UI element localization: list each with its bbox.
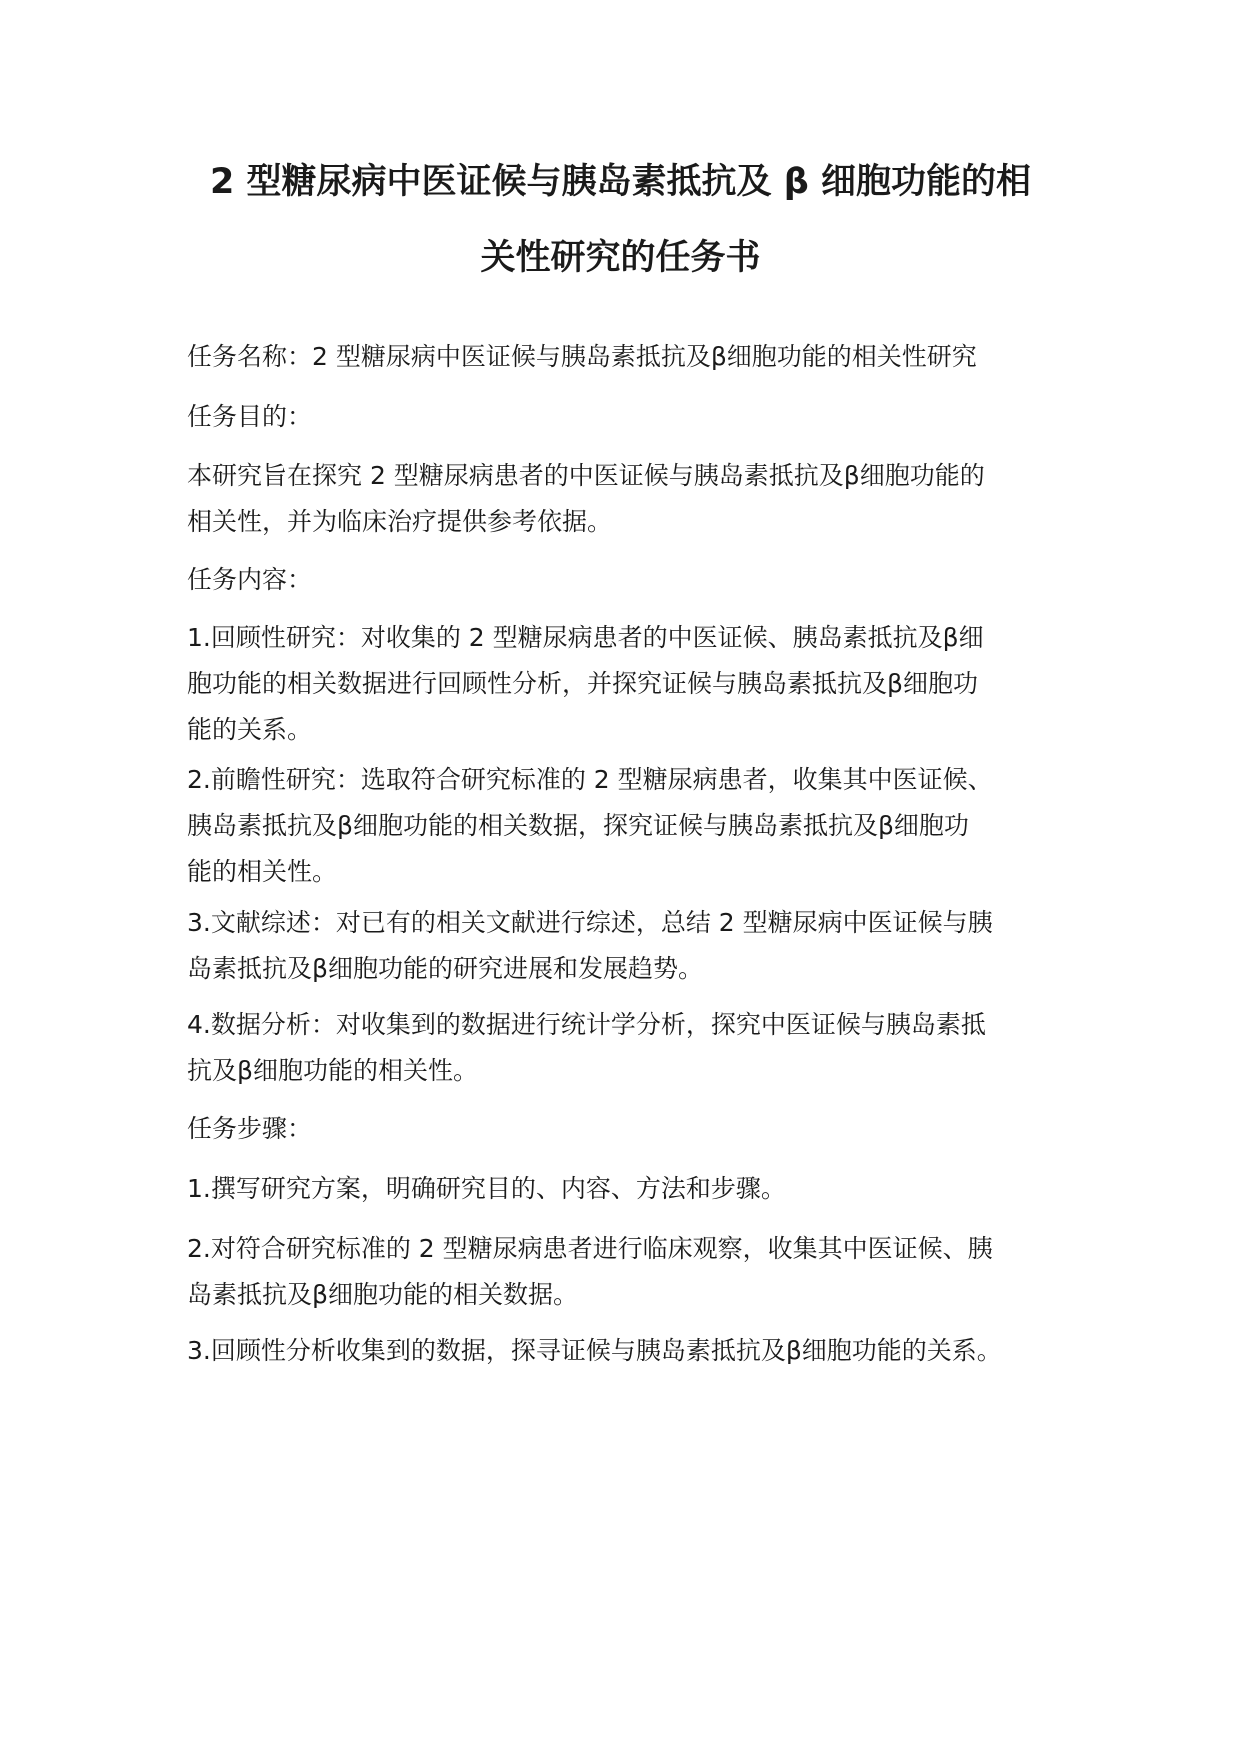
content-item-4-line-2: 抗及β细胞功能的相关性。 bbox=[187, 1056, 478, 1085]
content-item-1-line-2: 胞功能的相关数据进行回顾性分析，并探究证候与胰岛素抵抗及β细胞功 bbox=[187, 669, 978, 698]
content-item-1 bbox=[187, 615, 1087, 753]
content-item-4 bbox=[187, 1002, 1087, 1094]
content-item-2-line-3: 能的相关性。 bbox=[187, 857, 338, 886]
content-item-3 bbox=[187, 900, 1087, 992]
document-title-line-1: 2 型糖尿病中医证候与胰岛素抵抗及 β 细胞功能的相 bbox=[210, 162, 1031, 202]
purpose-line-2: 相关性，并为临床治疗提供参考依据。 bbox=[187, 507, 613, 536]
steps-item-2-line-2: 岛素抵抗及β细胞功能的相关数据。 bbox=[187, 1280, 578, 1309]
content-item-3-line-2: 岛素抵抗及β细胞功能的研究进展和发展趋势。 bbox=[187, 954, 703, 983]
content-item-2-line-2: 胰岛素抵抗及β细胞功能的相关数据，探究证候与胰岛素抵抗及β细胞功 bbox=[187, 811, 969, 840]
purpose-heading: 任务目的： bbox=[187, 402, 313, 431]
task-name: 任务名称：2 型糖尿病中医证候与胰岛素抵抗及β细胞功能的相关性研究 bbox=[187, 342, 977, 371]
content-item-3-line-1: 3.文献综述：对已有的相关文献进行综述，总结 2 型糖尿病中医证候与胰 bbox=[187, 908, 993, 937]
steps-item-2-line-1: 2.对符合研究标准的 2 型糖尿病患者进行临床观察，收集其中医证候、胰 bbox=[187, 1234, 993, 1263]
steps-item-2 bbox=[187, 1226, 1087, 1318]
content-item-2 bbox=[187, 757, 1087, 895]
steps-item-1 bbox=[187, 1166, 1087, 1212]
content-item-1-line-3: 能的关系。 bbox=[187, 715, 313, 744]
steps-item-3 bbox=[187, 1328, 1087, 1374]
purpose-line-1: 本研究旨在探究 2 型糖尿病患者的中医证候与胰岛素抵抗及β细胞功能的 bbox=[187, 461, 985, 490]
steps-item-3-line-1: 3.回顾性分析收集到的数据，探寻证候与胰岛素抵抗及β细胞功能的关系。 bbox=[187, 1336, 1002, 1365]
content-item-2-line-1: 2.前瞻性研究：选取符合研究标准的 2 型糖尿病患者，收集其中医证候、 bbox=[187, 765, 993, 794]
document-title-line-2: 关性研究的任务书 bbox=[480, 238, 761, 278]
purpose-paragraph bbox=[187, 453, 1087, 545]
steps-heading: 任务步骤： bbox=[187, 1114, 313, 1143]
content-item-1-line-1: 1.回顾性研究：对收集的 2 型糖尿病患者的中医证候、胰岛素抵抗及β细 bbox=[187, 623, 984, 652]
content-heading: 任务内容： bbox=[187, 565, 313, 594]
steps-item-1-line-1: 1.撰写研究方案，明确研究目的、内容、方法和步骤。 bbox=[187, 1174, 786, 1203]
content-item-4-line-1: 4.数据分析：对收集到的数据进行统计学分析，探究中医证候与胰岛素抵 bbox=[187, 1010, 986, 1039]
